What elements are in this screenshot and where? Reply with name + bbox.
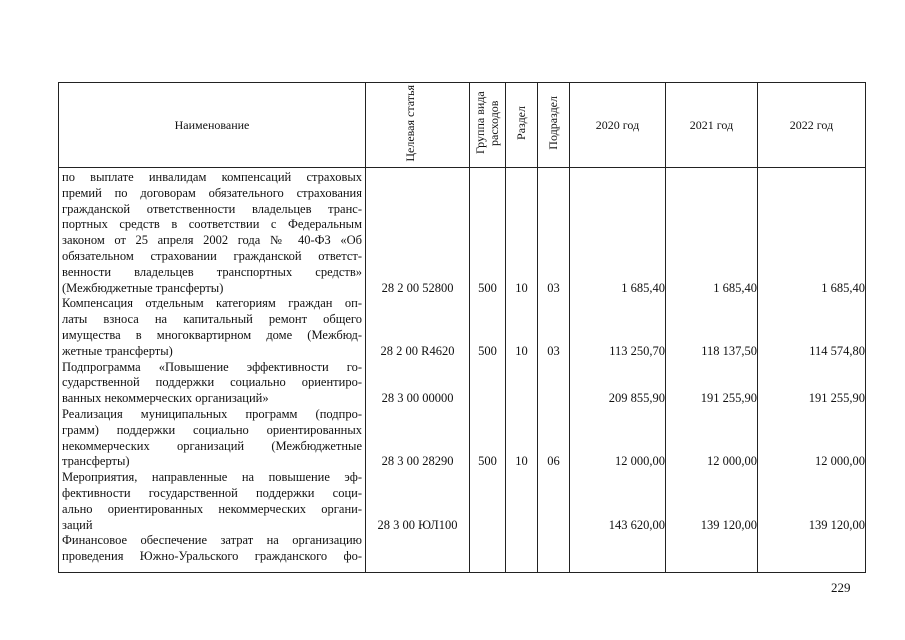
name-line: трансферты) [62, 454, 130, 469]
cell-y2022: 1 685,40 [821, 280, 865, 295]
cell-y2020: 143 620,00 [608, 517, 665, 532]
name-line: гражданской ответственности владельцев транс- [62, 201, 362, 216]
header-section: Раздел [506, 83, 538, 168]
cell-y2021: 12 000,00 [707, 454, 757, 469]
target-column [366, 168, 470, 573]
cell-target: 28 2 00 R4620 [380, 343, 455, 358]
cell-section: 10 [515, 343, 528, 358]
cell-section: 10 [515, 280, 528, 295]
cell-y2022: 12 000,00 [815, 454, 865, 469]
header-group: Группа вида расходов [470, 83, 506, 168]
name-line: ально ориентированных некоммерческих органи- [62, 501, 362, 516]
cell-y2021: 1 685,40 [713, 280, 757, 295]
name-line: некоммерческих организаций (Межбюджетные [62, 438, 362, 453]
cell-y2022: 191 255,90 [808, 391, 865, 406]
header-2021: 2021 год [666, 83, 758, 168]
name-line: Мероприятия, направленные на повышение эф- [62, 470, 362, 485]
name-line: фективности государственной поддержки соци- [62, 486, 362, 500]
cell-subsection: 03 [547, 280, 560, 295]
name-line: ванных некоммерческих организаций» [62, 391, 269, 406]
cell-y2022: 114 574,80 [809, 343, 865, 358]
cell-group: 500 [478, 280, 497, 295]
cell-y2021: 191 255,90 [700, 391, 757, 406]
cell-subsection: 03 [547, 343, 560, 358]
name-line: проведения Южно-Уральского гражданского фо- [62, 549, 362, 564]
page-number: 229 [831, 580, 851, 595]
cell-y2020: 12 000,00 [615, 454, 665, 469]
section-column [506, 168, 538, 573]
y2021-column [666, 168, 758, 573]
subsection-column [538, 168, 570, 573]
y2020-column [570, 168, 666, 573]
header-2022: 2022 год [758, 83, 866, 168]
header-target: Целевая статья [366, 83, 470, 168]
cell-target: 28 3 00 00000 [381, 391, 454, 406]
cell-target: 28 3 00 ЮЛ100 [377, 517, 458, 532]
name-line: Компенсация отдельным категориям граждан оп- [62, 296, 362, 311]
budget-table [58, 82, 866, 573]
name-line: Реализация муниципальных программ (подпро- [62, 407, 362, 421]
name-line: по выплате инвалидам компенсаций страховых [62, 170, 362, 184]
name-column [59, 168, 366, 573]
name-line: Финансовое обеспечение затрат на организацию [62, 533, 362, 548]
name-line: латы взноса на капитальный ремонт общего [62, 312, 362, 327]
table-body-row [59, 168, 866, 573]
name-line: законом от 25 апреля 2002 года № 40-ФЗ «Об [62, 233, 362, 248]
name-line: заций [62, 517, 93, 532]
cell-y2022: 139 120,00 [808, 517, 865, 532]
name-line: венности владельцев транспортных средств» [62, 264, 362, 279]
cell-target: 28 3 00 28290 [381, 454, 454, 469]
cell-group: 500 [478, 343, 497, 358]
name-line: имущества в многоквартирном доме (Межбюд- [62, 328, 362, 342]
y2022-column [758, 168, 866, 573]
name-line: портных средств в соответствии с Федеральным [62, 217, 362, 232]
cell-target: 28 2 00 52800 [381, 280, 454, 295]
cell-group: 500 [478, 454, 497, 469]
cell-y2021: 118 137,50 [701, 343, 757, 358]
name-line: обязательном страховании гражданской ответст- [62, 249, 362, 263]
group-column [470, 168, 506, 573]
name-line: жетные трансферты) [62, 343, 173, 358]
cell-y2021: 139 120,00 [700, 517, 757, 532]
name-line: Подпрограмма «Повышение эффективности го- [62, 359, 362, 374]
header-2020: 2020 год [570, 83, 666, 168]
table-header-row [59, 83, 866, 168]
cell-y2020: 1 685,40 [621, 280, 665, 295]
name-line: (Межбюджетные трансферты) [62, 280, 224, 295]
cell-section: 10 [515, 454, 528, 469]
cell-y2020: 209 855,90 [608, 391, 665, 406]
name-line: грамм) поддержки социально ориентированных [62, 422, 362, 437]
name-line: премий по договорам обязательного страхования [62, 185, 362, 200]
header-subsection: Подраздел [538, 83, 570, 168]
header-name: Наименование [59, 83, 366, 168]
name-line: сударственной поддержки социально ориентиро- [62, 375, 362, 390]
cell-y2020: 113 250,70 [609, 343, 665, 358]
cell-subsection: 06 [547, 454, 560, 469]
